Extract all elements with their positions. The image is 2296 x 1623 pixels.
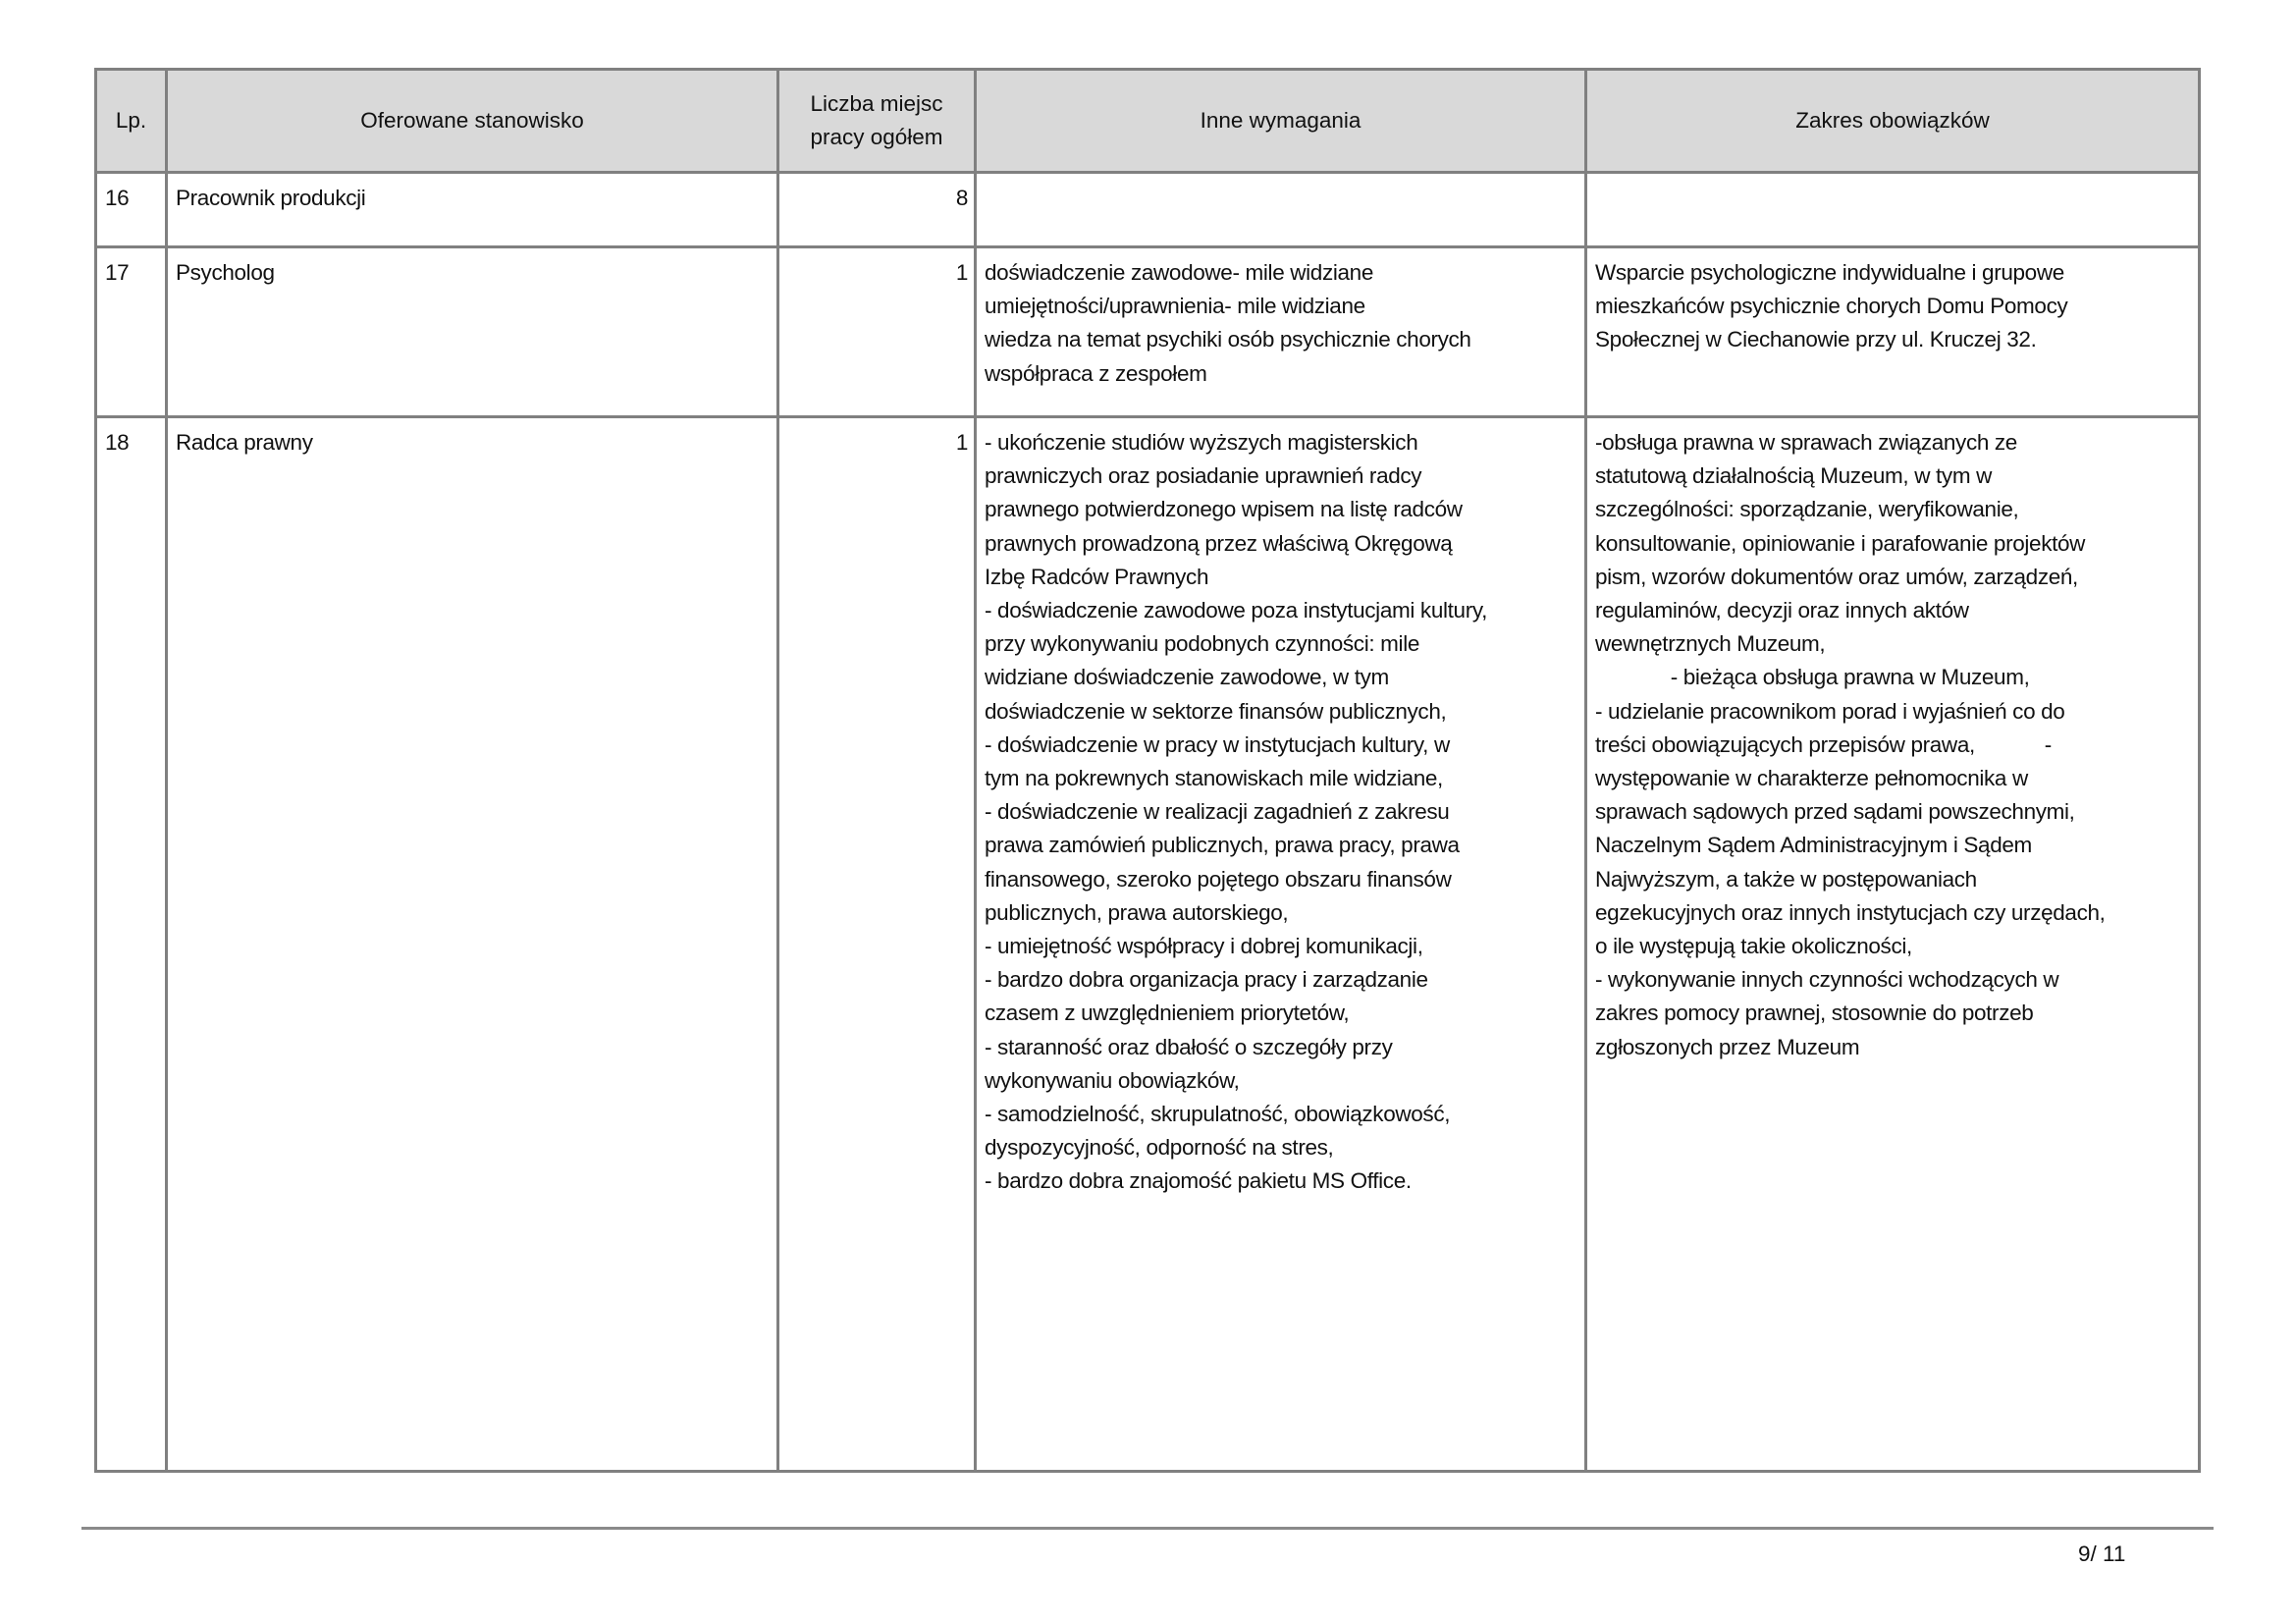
- cell-lp: [96, 173, 167, 247]
- position-name: Pracownik produkcji: [176, 186, 366, 210]
- positions-count: 8: [955, 186, 968, 210]
- page-number: 9/ 11: [2078, 1542, 2126, 1566]
- duties-text: Wsparcie psychologiczne indywidualne i grupowe mieszkańców psychicznie chorych Domu Pomocy Społecznej w Ciechanowie przy ul. Kruczej 32.: [1595, 260, 2068, 352]
- row-number: 18: [105, 430, 130, 455]
- table-row: [96, 247, 2200, 417]
- header-position: Oferowane stanowisko: [167, 70, 778, 173]
- cell-requirements: [976, 247, 1586, 417]
- table-header: [96, 70, 2200, 173]
- row-number: 17: [105, 260, 130, 285]
- positions-count: 1: [955, 430, 968, 455]
- cell-position: [167, 173, 778, 247]
- requirements-text: - ukończenie studiów wyższych magisterskich prawniczych oraz posiadanie uprawnień radcy prawnego potwierdzonego wpisem na listę radców prawnych prowadzoną przez właściwą Okręgową Izbę Radców Prawnych - doświadczenie zawodowe poza instytucjami kultury, przy wykonywaniu podobnych czynności: mile widziane doświadczenie zawodowe, w tym doświadczenie w sektorze finansów publicznych, - doświadczenie w pracy w instytucjach kultury, w tym na pokrewnych stanowiskach mile widziane, - doświadczenie w realizacji zagadnień z zakresu prawa zamówień publicznych, prawa pracy, prawa finansowego, szeroko pojętego obszaru finansów publicznych, prawa autorskiego, - umiejętność współpracy i dobrej komunikacji, - bardzo dobra organizacja pracy i zarządzanie czasem z uwzględnieniem priorytetów, - staranność oraz dbałość o szczegóły przy wykonywaniu obowiązków, - samodzielność, skrupulatność, obowiązkowość, dyspozycyjność, odporność na stres, - bardzo dobra znajomość pakietu MS Office.: [985, 430, 1487, 1194]
- row-number: 16: [105, 186, 130, 210]
- requirements-text: [977, 174, 1584, 182]
- cell-lp: [96, 247, 167, 417]
- cell-position: [167, 247, 778, 417]
- header-duties: Zakres obowiązków: [1586, 70, 2200, 173]
- table-body: [96, 173, 2200, 1472]
- cell-duties: [1586, 417, 2200, 1472]
- cell-count: [778, 173, 976, 247]
- header-requirements: Inne wymagania: [976, 70, 1586, 173]
- header-count: Liczba miejsc pracy ogółem: [778, 70, 976, 173]
- header-row: [96, 70, 2200, 173]
- requirements-text: doświadczenie zawodowe- mile widziane umiejętności/uprawnienia- mile widziane wiedza na temat psychiki osób psychicznie chorych współpraca z zespołem: [985, 260, 1471, 386]
- positions-count: 1: [955, 260, 968, 285]
- cell-position: [167, 417, 778, 1472]
- cell-duties: [1586, 247, 2200, 417]
- cell-requirements: [976, 173, 1586, 247]
- duties-text: -obsługa prawna w sprawach związanych ze statutową działalnością Muzeum, w tym w szczególności: sporządzanie, weryfikowanie, konsultowanie, opiniowanie i parafowanie projektów pism, wzorów dokumentów oraz umów, zarządzeń, regulaminów, decyzji oraz innych aktów wewnętrznych Muzeum, - bieżąca obsługa prawna w Muzeum, - udzielanie pracownikom porad i wyjaśnień co do treści obowiązujących przepisów prawa, - występowanie w charakterze pełnomocnika w sprawach sądowych przed sądami powszechnymi, Naczelnym Sądem Administracyjnym i Sądem Najwyższym, a także w postępowaniach egzekucyjnych oraz innych instytucjach czy urzędach, o ile występują takie okoliczności, - wykonywanie innych czynności wchodzących w zakres pomocy prawnej, stosownie do potrzeb zgłoszonych przez Muzeum: [1595, 430, 2106, 1059]
- cell-requirements: [976, 417, 1586, 1472]
- header-lp: Lp.: [96, 70, 167, 173]
- table-row: [96, 417, 2200, 1472]
- cell-count: [778, 247, 976, 417]
- table-row: [96, 173, 2200, 247]
- cell-lp: [96, 417, 167, 1472]
- footer-divider: [81, 1527, 2214, 1530]
- cell-count: [778, 417, 976, 1472]
- position-name: Psycholog: [176, 260, 275, 285]
- cell-duties: [1586, 173, 2200, 247]
- duties-text: [1587, 174, 2198, 182]
- position-name: Radca prawny: [176, 430, 313, 455]
- job-offers-table: [94, 68, 2201, 1473]
